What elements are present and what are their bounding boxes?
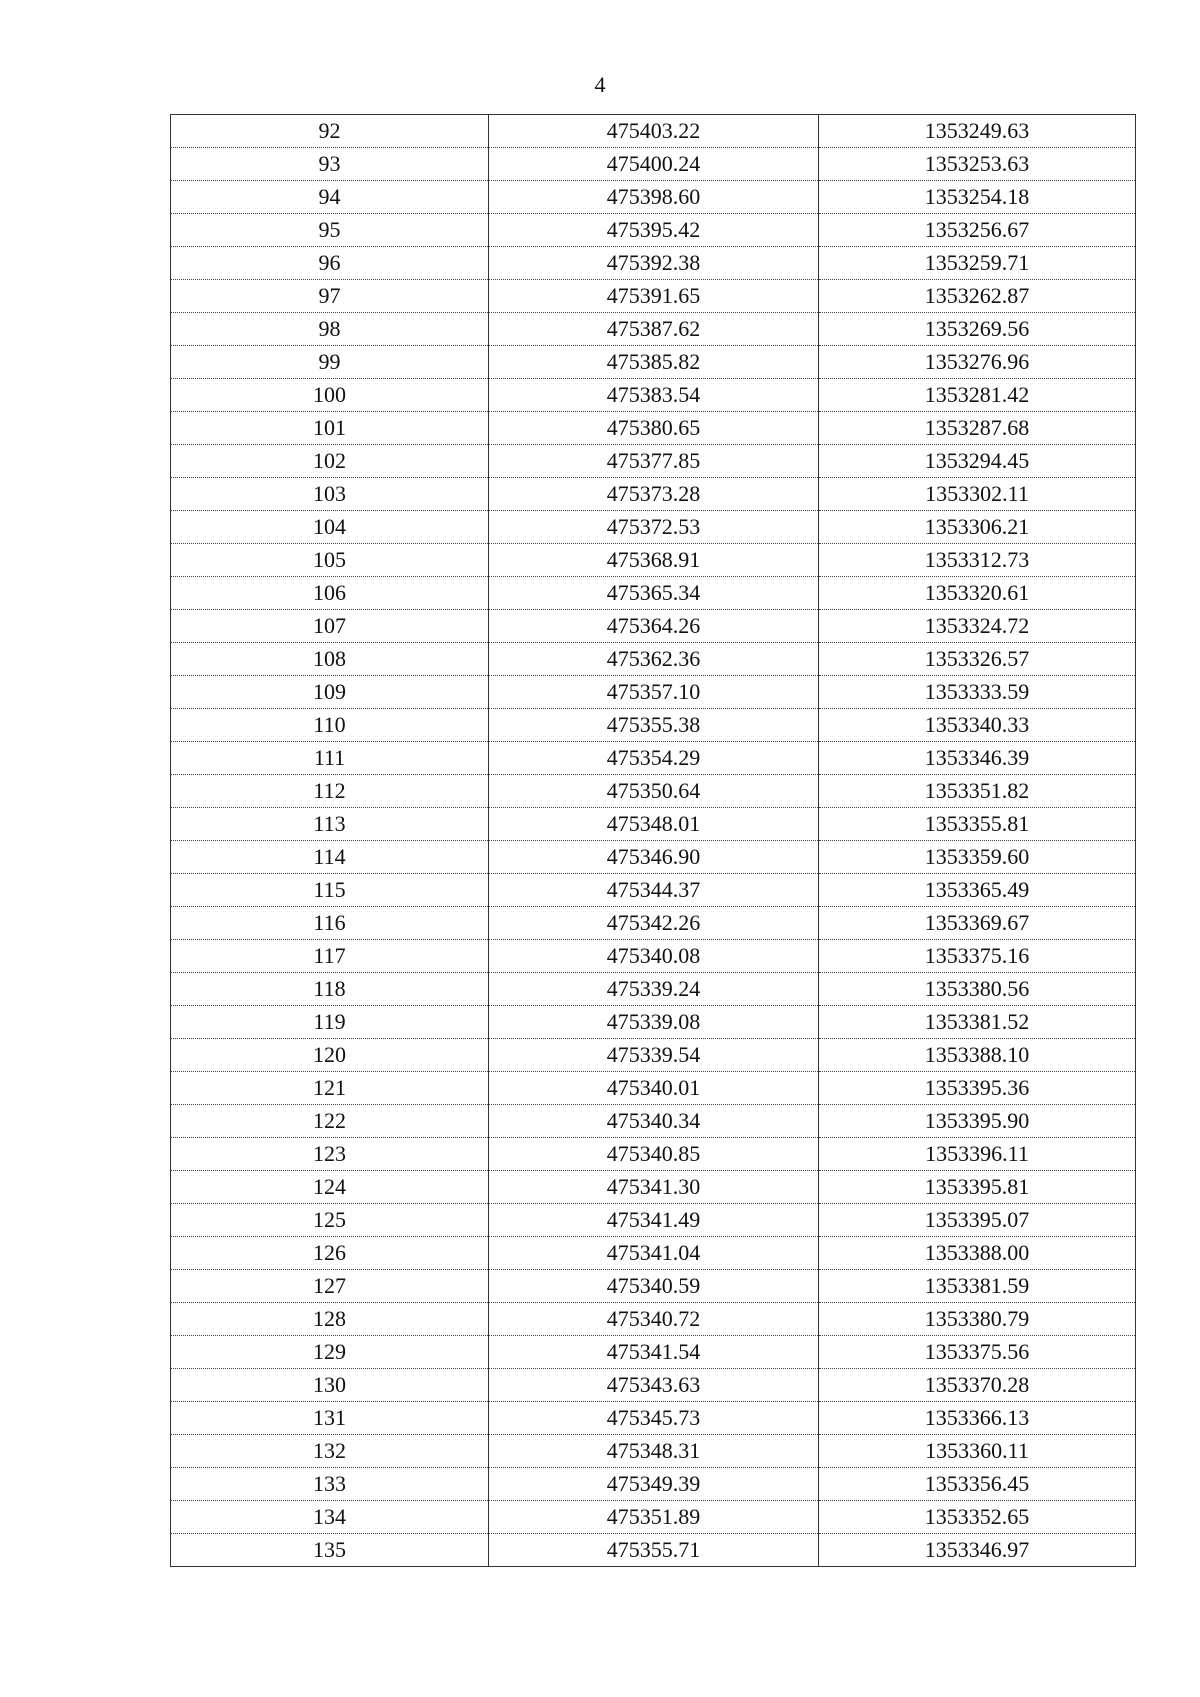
y-coordinate-cell: 1353294.45 (819, 445, 1136, 478)
table-row (171, 709, 1136, 742)
point-number-cell: 125 (171, 1204, 489, 1237)
y-coordinate-cell: 1353380.79 (819, 1303, 1136, 1336)
x-coordinate-cell: 475357.10 (489, 676, 819, 709)
point-number-cell: 93 (171, 148, 489, 181)
point-number-cell: 110 (171, 709, 489, 742)
page-number: 4 (594, 72, 606, 97)
x-coordinate-cell: 475354.29 (489, 742, 819, 775)
y-coordinate-cell: 1353324.72 (819, 610, 1136, 643)
x-coordinate-cell: 475364.26 (489, 610, 819, 643)
y-coordinate-cell: 1353346.97 (819, 1534, 1136, 1567)
y-coordinate-cell: 1353254.18 (819, 181, 1136, 214)
point-number-cell: 94 (171, 181, 489, 214)
y-coordinate-cell: 1353370.28 (819, 1369, 1136, 1402)
y-coordinate-cell: 1353326.57 (819, 643, 1136, 676)
point-number-cell: 115 (171, 874, 489, 907)
y-coordinate-cell: 1353395.36 (819, 1072, 1136, 1105)
point-number-cell: 109 (171, 676, 489, 709)
x-coordinate-cell: 475339.08 (489, 1006, 819, 1039)
y-coordinate-cell: 1353262.87 (819, 280, 1136, 313)
point-number-cell: 106 (171, 577, 489, 610)
point-number-cell: 127 (171, 1270, 489, 1303)
table-row (171, 1501, 1136, 1534)
x-coordinate-cell: 475391.65 (489, 280, 819, 313)
point-number-cell: 121 (171, 1072, 489, 1105)
table-row (171, 1402, 1136, 1435)
y-coordinate-cell: 1353360.11 (819, 1435, 1136, 1468)
y-coordinate-cell: 1353346.39 (819, 742, 1136, 775)
point-number-cell: 111 (171, 742, 489, 775)
point-number-cell: 104 (171, 511, 489, 544)
y-coordinate-cell: 1353388.00 (819, 1237, 1136, 1270)
table-row (171, 1534, 1136, 1567)
y-coordinate-cell: 1353306.21 (819, 511, 1136, 544)
x-coordinate-cell: 475340.72 (489, 1303, 819, 1336)
y-coordinate-cell: 1353249.63 (819, 115, 1136, 148)
y-coordinate-cell: 1353381.59 (819, 1270, 1136, 1303)
table-row (171, 577, 1136, 610)
point-number-cell: 98 (171, 313, 489, 346)
y-coordinate-cell: 1353320.61 (819, 577, 1136, 610)
point-number-cell: 108 (171, 643, 489, 676)
x-coordinate-cell: 475345.73 (489, 1402, 819, 1435)
point-number-cell: 107 (171, 610, 489, 643)
y-coordinate-cell: 1353395.81 (819, 1171, 1136, 1204)
table-row (171, 181, 1136, 214)
x-coordinate-cell: 475340.59 (489, 1270, 819, 1303)
x-coordinate-cell: 475341.30 (489, 1171, 819, 1204)
table-row (171, 742, 1136, 775)
y-coordinate-cell: 1353287.68 (819, 412, 1136, 445)
table-row (171, 346, 1136, 379)
table-row (171, 940, 1136, 973)
point-number-cell: 114 (171, 841, 489, 874)
x-coordinate-cell: 475346.90 (489, 841, 819, 874)
table-row (171, 280, 1136, 313)
table-row (171, 1336, 1136, 1369)
point-number-cell: 95 (171, 214, 489, 247)
x-coordinate-cell: 475385.82 (489, 346, 819, 379)
y-coordinate-cell: 1353359.60 (819, 841, 1136, 874)
y-coordinate-cell: 1353369.67 (819, 907, 1136, 940)
table-row (171, 643, 1136, 676)
x-coordinate-cell: 475355.71 (489, 1534, 819, 1567)
point-number-cell: 117 (171, 940, 489, 973)
y-coordinate-cell: 1353355.81 (819, 808, 1136, 841)
table-row (171, 1204, 1136, 1237)
point-number-cell: 116 (171, 907, 489, 940)
point-number-cell: 134 (171, 1501, 489, 1534)
coordinates-table-body (171, 115, 1136, 1567)
table-row (171, 478, 1136, 511)
point-number-cell: 92 (171, 115, 489, 148)
x-coordinate-cell: 475380.65 (489, 412, 819, 445)
table-row (171, 1369, 1136, 1402)
point-number-cell: 126 (171, 1237, 489, 1270)
x-coordinate-cell: 475348.01 (489, 808, 819, 841)
x-coordinate-cell: 475400.24 (489, 148, 819, 181)
x-coordinate-cell: 475365.34 (489, 577, 819, 610)
table-row (171, 412, 1136, 445)
point-number-cell: 97 (171, 280, 489, 313)
table-row (171, 1237, 1136, 1270)
y-coordinate-cell: 1353375.56 (819, 1336, 1136, 1369)
x-coordinate-cell: 475392.38 (489, 247, 819, 280)
table-row (171, 808, 1136, 841)
table-row (171, 214, 1136, 247)
x-coordinate-cell: 475398.60 (489, 181, 819, 214)
table-row (171, 1105, 1136, 1138)
point-number-cell: 123 (171, 1138, 489, 1171)
y-coordinate-cell: 1353396.11 (819, 1138, 1136, 1171)
point-number-cell: 113 (171, 808, 489, 841)
y-coordinate-cell: 1353302.11 (819, 478, 1136, 511)
table-row (171, 511, 1136, 544)
y-coordinate-cell: 1353269.56 (819, 313, 1136, 346)
y-coordinate-cell: 1353395.07 (819, 1204, 1136, 1237)
x-coordinate-cell: 475403.22 (489, 115, 819, 148)
point-number-cell: 130 (171, 1369, 489, 1402)
point-number-cell: 100 (171, 379, 489, 412)
y-coordinate-cell: 1353395.90 (819, 1105, 1136, 1138)
table-row (171, 610, 1136, 643)
x-coordinate-cell: 475342.26 (489, 907, 819, 940)
y-coordinate-cell: 1353352.65 (819, 1501, 1136, 1534)
point-number-cell: 102 (171, 445, 489, 478)
x-coordinate-cell: 475348.31 (489, 1435, 819, 1468)
point-number-cell: 135 (171, 1534, 489, 1567)
y-coordinate-cell: 1353381.52 (819, 1006, 1136, 1039)
x-coordinate-cell: 475340.01 (489, 1072, 819, 1105)
y-coordinate-cell: 1353312.73 (819, 544, 1136, 577)
y-coordinate-cell: 1353388.10 (819, 1039, 1136, 1072)
table-row (171, 676, 1136, 709)
x-coordinate-cell: 475387.62 (489, 313, 819, 346)
table-row (171, 115, 1136, 148)
point-number-cell: 119 (171, 1006, 489, 1039)
y-coordinate-cell: 1353340.33 (819, 709, 1136, 742)
table-row (171, 874, 1136, 907)
table-row (171, 379, 1136, 412)
point-number-cell: 96 (171, 247, 489, 280)
x-coordinate-cell: 475395.42 (489, 214, 819, 247)
x-coordinate-cell: 475341.04 (489, 1237, 819, 1270)
x-coordinate-cell: 475344.37 (489, 874, 819, 907)
x-coordinate-cell: 475372.53 (489, 511, 819, 544)
table-row (171, 1270, 1136, 1303)
point-number-cell: 133 (171, 1468, 489, 1501)
y-coordinate-cell: 1353276.96 (819, 346, 1136, 379)
table-row (171, 313, 1136, 346)
table-row (171, 1138, 1136, 1171)
table-row (171, 841, 1136, 874)
x-coordinate-cell: 475377.85 (489, 445, 819, 478)
table-row (171, 148, 1136, 181)
table-row (171, 973, 1136, 1006)
y-coordinate-cell: 1353380.56 (819, 973, 1136, 1006)
x-coordinate-cell: 475340.85 (489, 1138, 819, 1171)
coordinates-table (170, 114, 1136, 1567)
y-coordinate-cell: 1353259.71 (819, 247, 1136, 280)
point-number-cell: 103 (171, 478, 489, 511)
y-coordinate-cell: 1353365.49 (819, 874, 1136, 907)
point-number-cell: 118 (171, 973, 489, 1006)
x-coordinate-cell: 475368.91 (489, 544, 819, 577)
x-coordinate-cell: 475340.34 (489, 1105, 819, 1138)
table-row (171, 1303, 1136, 1336)
table-row (171, 544, 1136, 577)
point-number-cell: 101 (171, 412, 489, 445)
x-coordinate-cell: 475339.54 (489, 1039, 819, 1072)
y-coordinate-cell: 1353356.45 (819, 1468, 1136, 1501)
table-row (171, 247, 1136, 280)
y-coordinate-cell: 1353366.13 (819, 1402, 1136, 1435)
y-coordinate-cell: 1353333.59 (819, 676, 1136, 709)
x-coordinate-cell: 475355.38 (489, 709, 819, 742)
point-number-cell: 105 (171, 544, 489, 577)
table-row (171, 775, 1136, 808)
x-coordinate-cell: 475362.36 (489, 643, 819, 676)
y-coordinate-cell: 1353256.67 (819, 214, 1136, 247)
table-row (171, 1435, 1136, 1468)
x-coordinate-cell: 475343.63 (489, 1369, 819, 1402)
x-coordinate-cell: 475341.49 (489, 1204, 819, 1237)
x-coordinate-cell: 475383.54 (489, 379, 819, 412)
x-coordinate-cell: 475340.08 (489, 940, 819, 973)
x-coordinate-cell: 475341.54 (489, 1336, 819, 1369)
point-number-cell: 131 (171, 1402, 489, 1435)
point-number-cell: 122 (171, 1105, 489, 1138)
point-number-cell: 112 (171, 775, 489, 808)
point-number-cell: 128 (171, 1303, 489, 1336)
y-coordinate-cell: 1353351.82 (819, 775, 1136, 808)
y-coordinate-cell: 1353375.16 (819, 940, 1136, 973)
table-row (171, 1006, 1136, 1039)
point-number-cell: 132 (171, 1435, 489, 1468)
x-coordinate-cell: 475351.89 (489, 1501, 819, 1534)
point-number-cell: 99 (171, 346, 489, 379)
table-row (171, 1072, 1136, 1105)
point-number-cell: 129 (171, 1336, 489, 1369)
table-row (171, 1468, 1136, 1501)
table-row (171, 1171, 1136, 1204)
x-coordinate-cell: 475350.64 (489, 775, 819, 808)
y-coordinate-cell: 1353281.42 (819, 379, 1136, 412)
table-row (171, 1039, 1136, 1072)
y-coordinate-cell: 1353253.63 (819, 148, 1136, 181)
table-row (171, 445, 1136, 478)
point-number-cell: 120 (171, 1039, 489, 1072)
x-coordinate-cell: 475373.28 (489, 478, 819, 511)
x-coordinate-cell: 475339.24 (489, 973, 819, 1006)
table-row (171, 907, 1136, 940)
x-coordinate-cell: 475349.39 (489, 1468, 819, 1501)
point-number-cell: 124 (171, 1171, 489, 1204)
